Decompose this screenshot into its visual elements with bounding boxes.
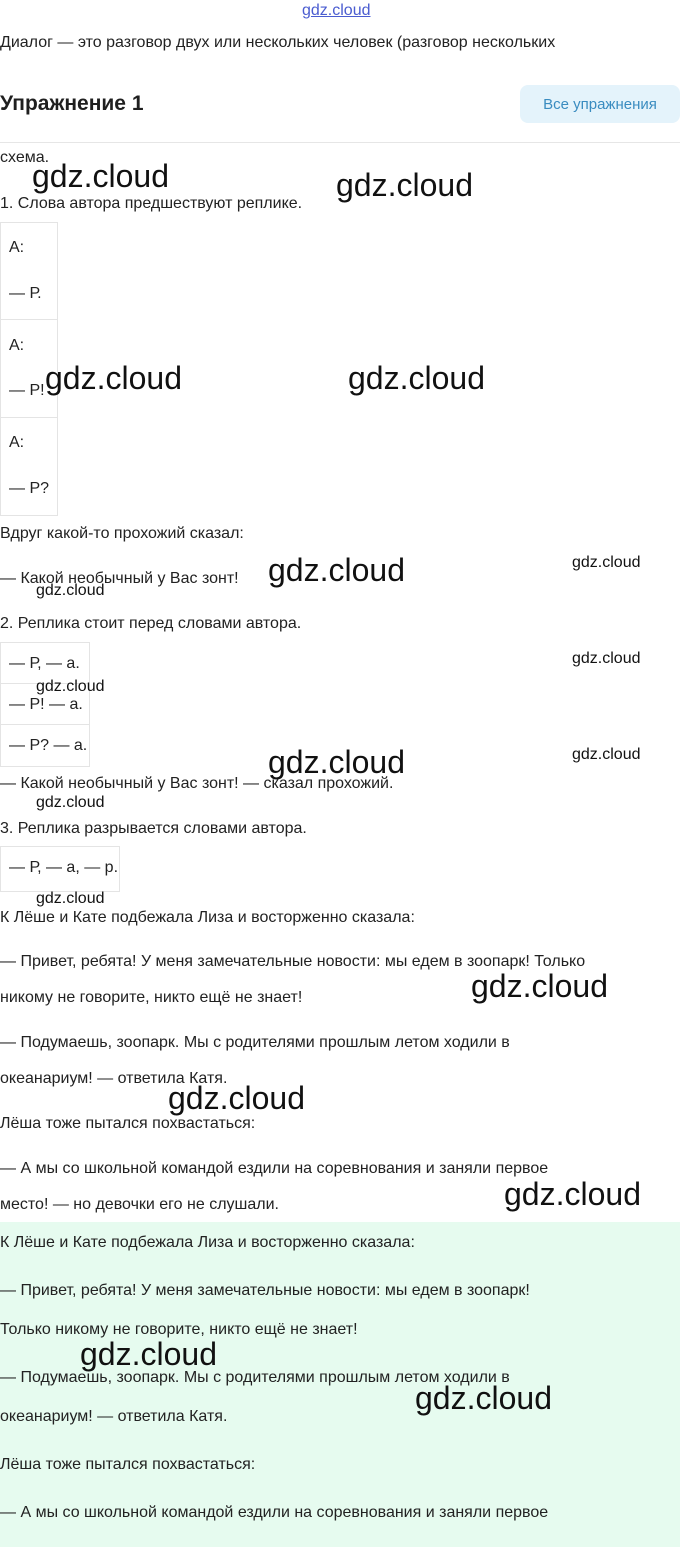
all-exercises-button[interactable]: Все упражнения: [520, 85, 680, 123]
page-title: Упражнение 1: [0, 92, 144, 115]
dialog-line: — Подумаешь, зоопарк. Мы с родителями прошлым летом ходили в: [0, 1034, 510, 1051]
dialog-line: Лёша тоже пытался похвастаться:: [0, 1115, 256, 1132]
table1-text: А:: [9, 239, 25, 256]
dialog-line: — А мы со школьной командой ездили на соревнования и заняли первое: [0, 1160, 549, 1177]
watermark: gdz.cloud: [415, 1380, 552, 1416]
watermark: gdz.cloud: [80, 1336, 217, 1372]
watermark-small: gdz.cloud: [36, 794, 105, 811]
dialog-line: океанариум! — ответила Катя.: [0, 1070, 228, 1087]
intro-text: Диалог — это разговор двух или нескольких человек (разговор нескольких: [0, 34, 556, 51]
table2-text: — Р! — а.: [9, 696, 83, 713]
answer-line: — А мы со школьной командой ездили на соревнования и заняли первое: [0, 1504, 549, 1521]
schema-text: схема.: [0, 149, 50, 166]
dialog-line: — Привет, ребята! У меня замечательные новости: мы едем в зоопарк! Только: [0, 953, 586, 970]
watermark: gdz.cloud: [504, 1176, 641, 1212]
table3-text: — Р, — а, — р.: [9, 859, 119, 876]
table1-text: — Р?: [9, 480, 50, 497]
watermark: gdz.cloud: [471, 968, 608, 1004]
table1-cell: [0, 417, 58, 516]
dialog-line: никому не говорите, никто ещё не знает!: [0, 989, 303, 1006]
watermark: gdz.cloud: [32, 158, 169, 194]
answer-line: К Лёше и Кате подбежала Лиза и восторженно сказала:: [0, 1234, 415, 1251]
table1-text: — Р.: [9, 285, 42, 302]
top-watermark-link[interactable]: gdz.cloud: [302, 2, 371, 19]
answer-line: — Подумаешь, зоопарк. Мы с родителями прошлым летом ходили в: [0, 1369, 510, 1386]
watermark: gdz.cloud: [336, 167, 473, 203]
watermark: gdz.cloud: [268, 552, 405, 588]
example-2: — Какой необычный у Вас зонт! — сказал прохожий.: [0, 775, 394, 792]
rule-2: 2. Реплика стоит перед словами автора.: [0, 615, 302, 632]
table1-text: — Р!: [9, 382, 45, 399]
answer-line: Только никому не говорите, никто ещё не знает!: [0, 1321, 358, 1338]
answer-line: Лёша тоже пытался похвастаться:: [0, 1456, 256, 1473]
table2-text: — Р? — а.: [9, 737, 88, 754]
dialog-line: место! — но девочки его не слушали.: [0, 1196, 279, 1213]
answer-line: — Привет, ребята! У меня замечательные новости: мы едем в зоопарк!: [0, 1282, 530, 1299]
watermark-small: gdz.cloud: [572, 554, 641, 571]
watermark-small: gdz.cloud: [36, 582, 105, 599]
watermark-small: gdz.cloud: [572, 746, 641, 763]
table1-text: А:: [9, 337, 25, 354]
watermark: gdz.cloud: [168, 1080, 305, 1116]
watermark: gdz.cloud: [348, 360, 485, 396]
watermark: gdz.cloud: [45, 360, 182, 396]
watermark-small: gdz.cloud: [572, 650, 641, 667]
watermark: gdz.cloud: [268, 744, 405, 780]
table2-text: — Р, — а.: [9, 655, 80, 672]
rule-1: 1. Слова автора предшествуют реплике.: [0, 195, 303, 212]
watermark-small: gdz.cloud: [36, 678, 105, 695]
example-1-intro: Вдруг какой-то прохожий сказал:: [0, 525, 244, 542]
example-1-line: — Какой необычный у Вас зонт!: [0, 570, 239, 587]
table1-cell: [0, 222, 58, 320]
rule-3: 3. Реплика разрывается словами автора.: [0, 820, 307, 837]
table1-text: А:: [9, 434, 25, 451]
dialog-line: К Лёше и Кате подбежала Лиза и восторженно сказала:: [0, 909, 415, 926]
watermark-small: gdz.cloud: [36, 890, 105, 907]
answer-line: океанариум! — ответила Катя.: [0, 1408, 228, 1425]
